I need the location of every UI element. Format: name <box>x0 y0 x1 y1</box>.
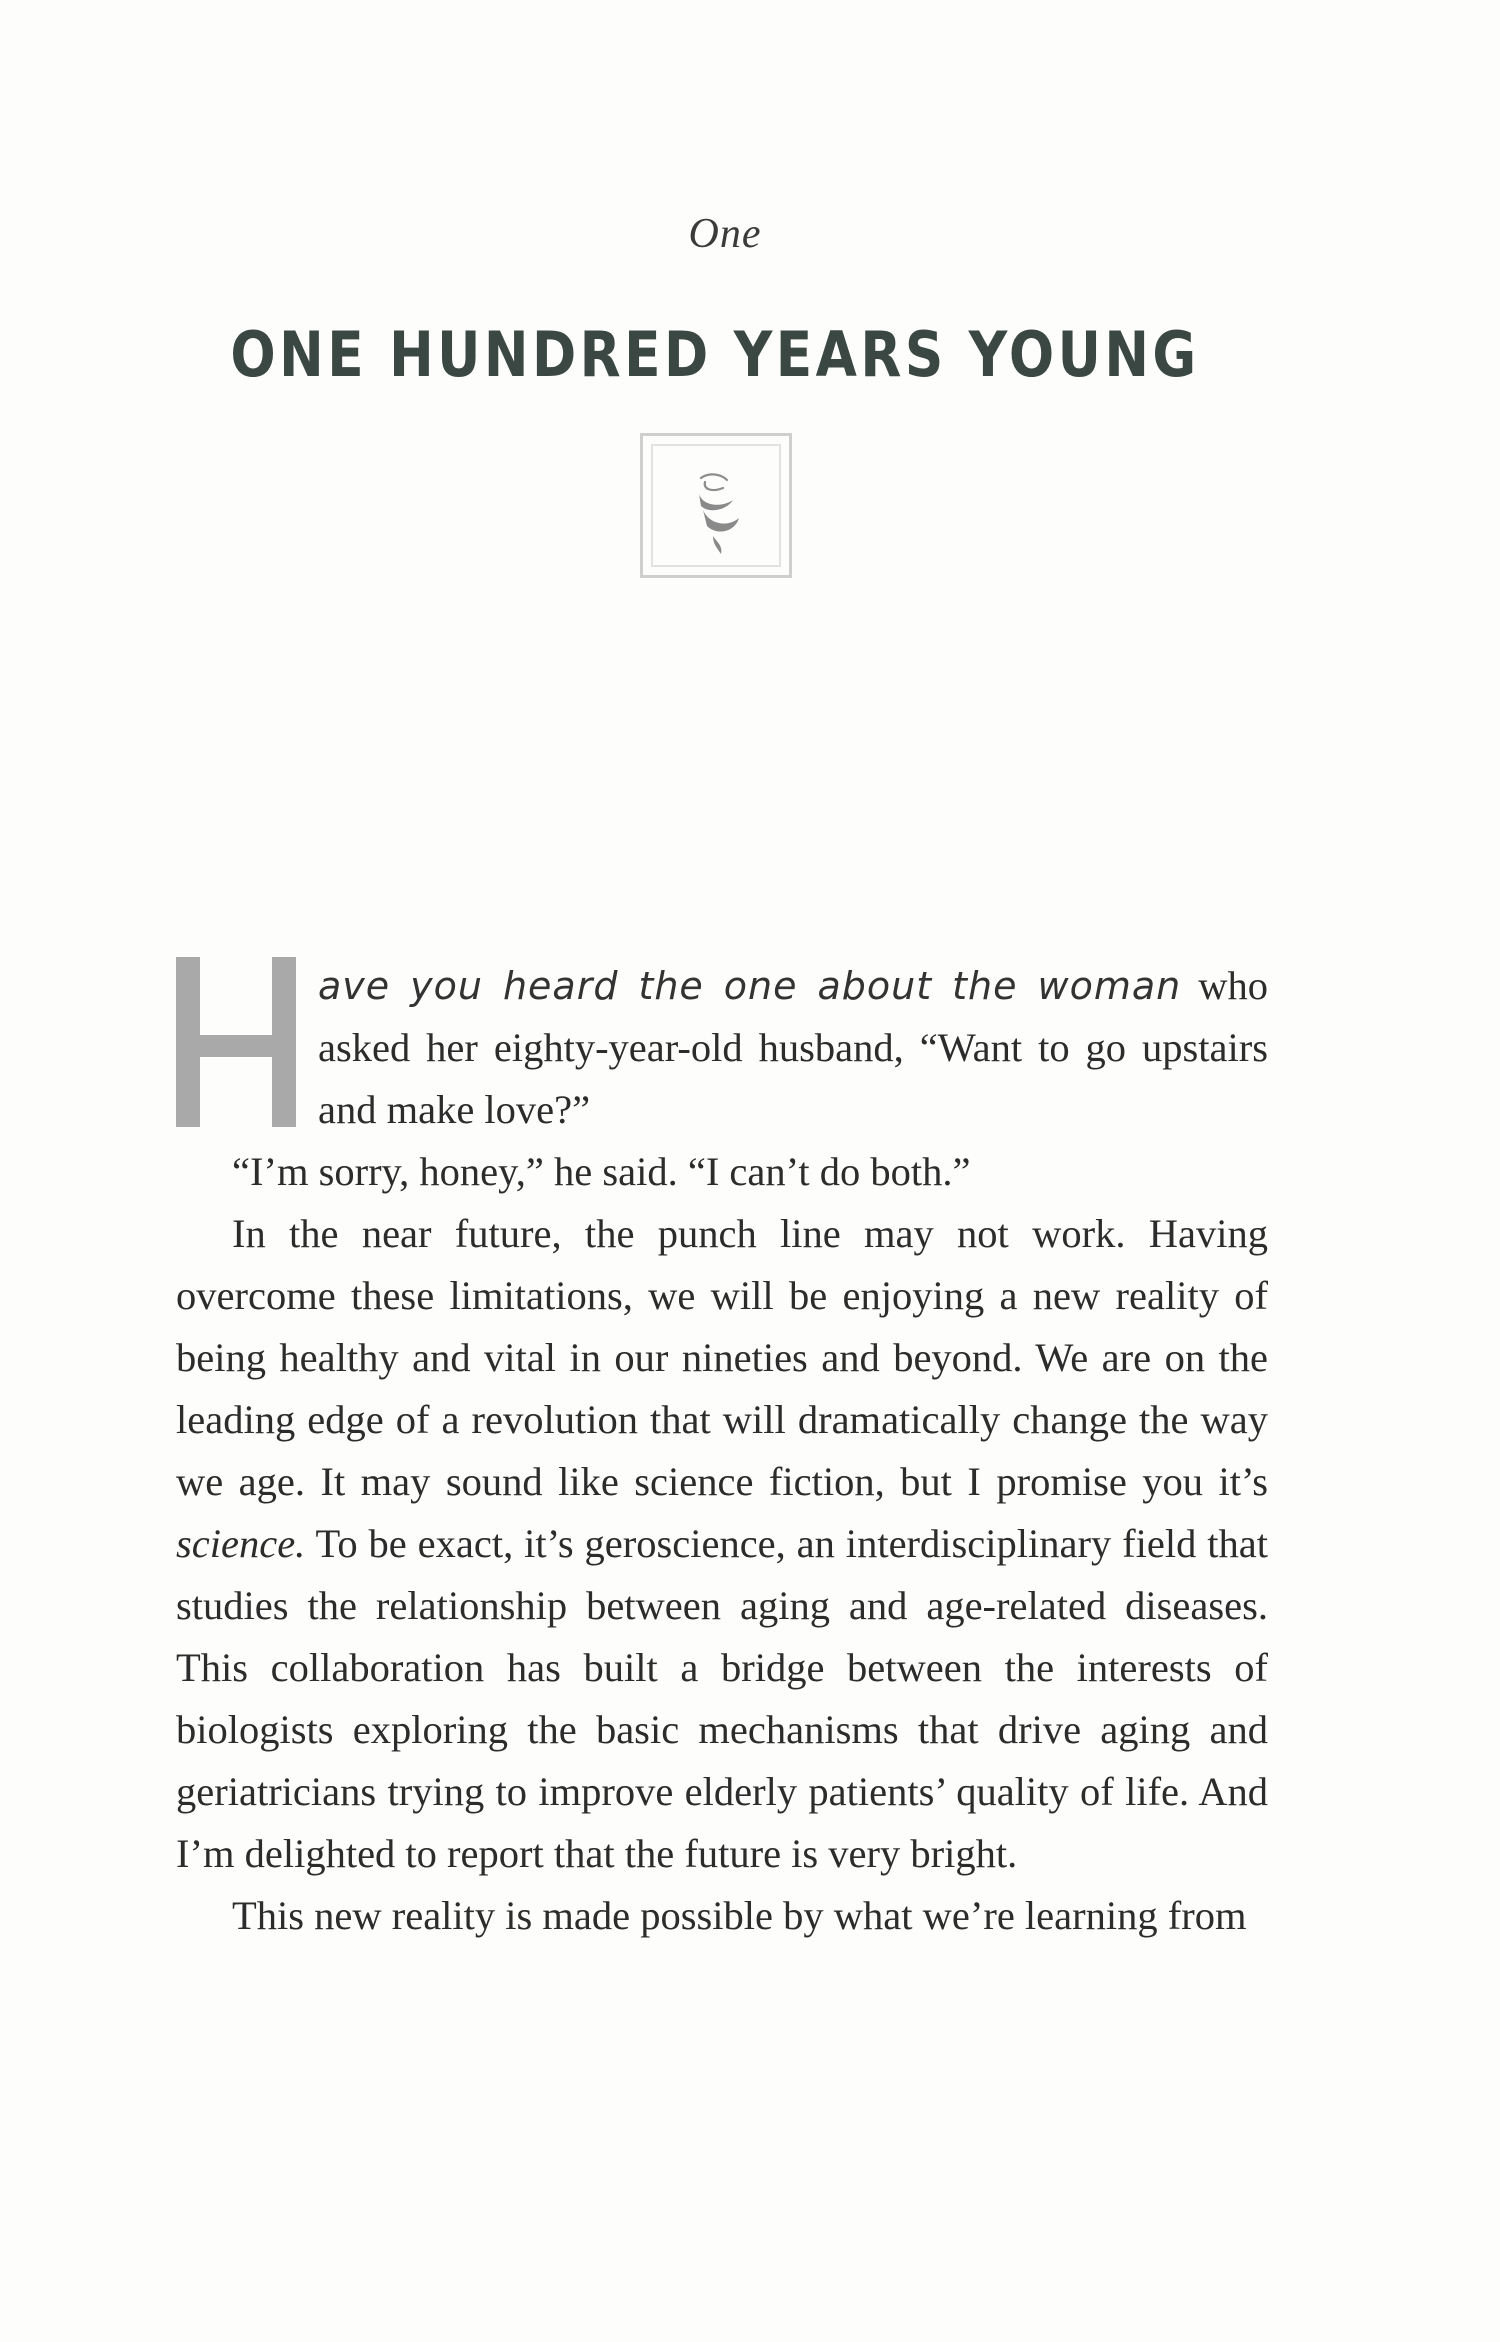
drop-cap <box>176 957 304 1127</box>
chapter-number: One <box>688 211 762 257</box>
emphasis-science: science. <box>176 1521 306 1566</box>
body-text <box>176 955 1268 1947</box>
paragraph-3-text-b: To be exact, it’s geroscience, an interdisciplinary field that studies the relationship between aging and age-related diseases. This collaboration has built a bridge between the interests of biologists exploring the basic mechanisms that drive aging and geriatricians trying to improve elderly patients’ quality of life. And I’m delighted to report that the future is very bright. <box>176 1521 1268 1876</box>
paragraph-1-text: who asked her eighty-year-old husband, “Want to go upstairs and make love?” <box>318 963 1269 1132</box>
flame-leaf-icon <box>643 436 789 575</box>
paragraph-4: This new reality is made possible by what we’re learning from <box>232 1893 1247 1938</box>
chapter-ornament <box>640 433 792 578</box>
paragraph-2: “I’m sorry, honey,” he said. “I can’t do both.” <box>232 1149 971 1194</box>
drop-cap-glyph <box>176 957 304 1127</box>
paragraph-3 <box>176 1203 1268 1885</box>
paragraph-1 <box>176 955 1268 1141</box>
paragraph-3-text-a: In the near future, the punch line may not work. Having overcome these limitations, we will be enjoying a new reality of being healthy and vital in our nineties and beyond. We are on the leading edge of a revolution that will dramatically change the way we age. It may sound like science fiction, but I promise you it’s <box>176 1211 1268 1504</box>
lead-in-text: ave you heard the one about the woman <box>318 964 1182 1008</box>
chapter-title: ONE HUNDRED YEARS YOUNG <box>230 318 1200 391</box>
